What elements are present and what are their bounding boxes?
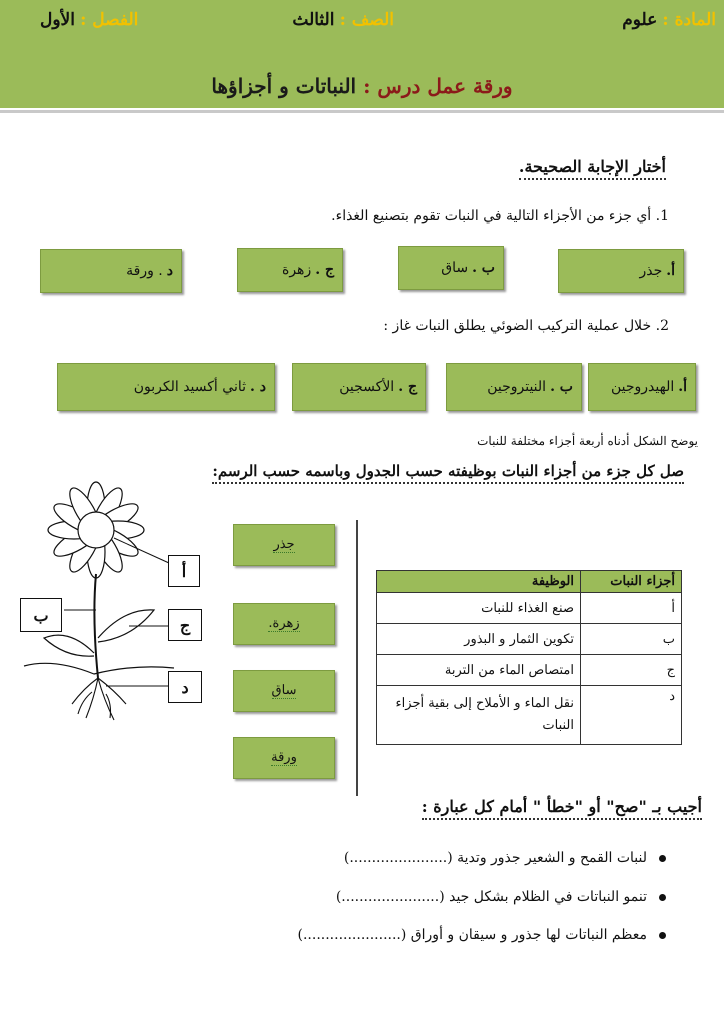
table-row <box>377 593 682 624</box>
tf-item-text: معظم النباتات لها جذور و سيقان و أوراق (......................) <box>297 927 647 943</box>
functions-table <box>376 570 682 745</box>
page-title <box>0 74 724 98</box>
q2-option-c[interactable] <box>292 363 426 411</box>
title-topic: النباتات و أجزاؤها <box>211 74 357 98</box>
option-letter: أ. <box>666 263 675 279</box>
option-text: . ورقة <box>126 263 163 279</box>
option-letter: ب . <box>472 260 495 276</box>
term-field <box>40 10 138 30</box>
option-text: ثاني أكسيد الكربون <box>133 379 247 395</box>
title-main: ورقة عمل درس : <box>363 74 513 98</box>
bullet-icon <box>659 932 666 939</box>
table-header-function: الوظيفة <box>377 571 581 593</box>
table-cell-function: تكوين الثمار و البذور <box>377 624 581 655</box>
label-root[interactable] <box>233 524 335 566</box>
option-letter: ج . <box>315 262 334 278</box>
diagram-letter-b: ب <box>20 598 62 632</box>
label-text: ورقة <box>271 750 297 765</box>
q1-option-d[interactable] <box>40 249 182 293</box>
header-divider <box>0 110 724 113</box>
option-letter: د <box>166 263 173 279</box>
label-text: ساق <box>271 683 297 698</box>
bullet-icon <box>659 855 666 862</box>
label-text: زهرة. <box>268 616 300 631</box>
true-false-heading: أجيب بـ "صح" أو "خطأ " أمام كل عبارة : <box>422 797 702 820</box>
option-letter: ب . <box>550 379 573 395</box>
table-cell-part: أ <box>581 593 682 624</box>
table-cell-function: امتصاص الماء من التربة <box>377 655 581 686</box>
table-row <box>377 655 682 686</box>
grade-value: الثالث <box>292 10 335 30</box>
table-header-part: أجزاء النبات <box>581 571 682 593</box>
table-cell-part: ج <box>581 655 682 686</box>
grade-label: الصف : <box>339 10 394 30</box>
option-letter: أ. <box>678 379 687 395</box>
option-letter: ج . <box>398 379 417 395</box>
q2-option-d[interactable] <box>57 363 275 411</box>
table-cell-part: ب <box>581 624 682 655</box>
label-text: جذر <box>273 537 295 552</box>
matching-intro: يوضح الشكل أدناه أربعة أجزاء مختلفة للنبات <box>477 434 698 448</box>
subject-value: علوم <box>622 10 658 30</box>
diagram-letter-d: د <box>168 671 202 703</box>
question-2: 2. خلال عملية التركيب الضوئي يطلق النبات غاز : <box>383 318 669 334</box>
label-stem[interactable] <box>233 670 335 712</box>
term-label: الفصل : <box>80 10 139 30</box>
option-text: الأكسجين <box>339 379 395 395</box>
q1-option-b[interactable] <box>398 246 504 290</box>
tf-item-3 <box>298 927 666 943</box>
tf-item-1 <box>344 850 666 866</box>
q1-option-c[interactable] <box>237 248 343 292</box>
flower-petals <box>48 482 144 578</box>
question-1: 1. أي جزء من الأجزاء التالية في النبات تقوم بتصنيع الغذاء. <box>331 208 669 224</box>
table-row <box>377 624 682 655</box>
table-cell-part: د <box>581 686 682 745</box>
mcq-heading: أختار الإجابة الصحيحة. <box>519 157 666 180</box>
option-text: ساق <box>441 260 469 276</box>
grade-field <box>292 10 394 30</box>
q1-option-a[interactable] <box>558 249 684 293</box>
q2-option-a[interactable] <box>588 363 696 411</box>
option-text: النيتروجين <box>487 379 547 395</box>
diagram-letter-c: ج <box>168 609 202 641</box>
matching-heading: صل كل جزء من أجزاء النبات بوظيفته حسب الجدول وباسمه حسب الرسم: <box>212 462 684 484</box>
option-text: زهرة <box>282 262 312 278</box>
label-flower[interactable] <box>233 603 335 645</box>
tf-item-2 <box>336 889 666 905</box>
tf-item-text: لنبات القمح و الشعير جذور وتدية (......................) <box>343 850 647 866</box>
table-row <box>377 686 682 745</box>
option-text: الهيدروجين <box>610 379 675 395</box>
q2-option-b[interactable] <box>446 363 582 411</box>
diagram-letter-a: أ <box>168 555 200 587</box>
vertical-divider <box>356 520 358 796</box>
label-leaf[interactable] <box>233 737 335 779</box>
bullet-icon <box>659 894 666 901</box>
tf-item-text: تنمو النباتات في الظلام بشكل جيد (......................) <box>335 889 647 905</box>
term-value: الأول <box>40 10 75 30</box>
table-cell-function: نقل الماء و الأملاح إلى بقية أجزاء النبات <box>377 686 581 745</box>
option-letter: د . <box>250 379 266 395</box>
table-cell-function: صنع الغذاء للنبات <box>377 593 581 624</box>
option-text: جذر <box>639 263 663 279</box>
table-header-row <box>377 571 682 593</box>
subject-field <box>622 10 716 30</box>
subject-label: المادة : <box>662 10 716 30</box>
